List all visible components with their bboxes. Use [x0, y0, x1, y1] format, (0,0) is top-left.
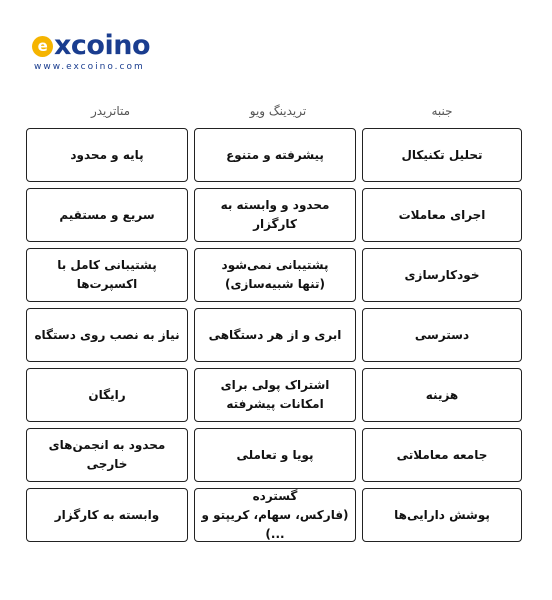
cell-tradingview — [194, 248, 356, 302]
cell-aspect: هزینه — [362, 368, 522, 422]
logo-url: www.excoino.com — [34, 62, 145, 72]
cell-tradingview-line: اشتراک پولی برای — [220, 378, 330, 392]
cell-metatrader: پایه و محدود — [26, 128, 188, 182]
cell-tradingview — [194, 308, 356, 362]
cell-metatrader: پشتیبانی کامل با اکسپرت‌ها — [26, 248, 188, 302]
cell-metatrader: نیاز به نصب روی دستگاه — [26, 308, 188, 362]
cell-tradingview-line: امکانات پیشرفته — [226, 397, 324, 411]
cell-metatrader: رایگان — [26, 368, 188, 422]
coin-icon: e — [32, 36, 53, 57]
cell-tradingview-line: پشتیبانی نمی‌شود — [221, 258, 329, 272]
table-header — [27, 104, 522, 124]
cell-tradingview-line: گسترده — [252, 488, 298, 503]
cell-metatrader: وابسته به کارگزار — [26, 488, 188, 542]
excoino-logo — [32, 30, 182, 72]
cell-tradingview-line: (تنها شبیه‌سازی) — [224, 277, 326, 291]
cell-tradingview — [194, 188, 356, 242]
table-row — [26, 488, 522, 542]
cell-aspect: دسترسی — [362, 308, 522, 362]
table-row — [26, 368, 522, 422]
table-row — [26, 188, 522, 242]
cell-tradingview-line: ابری و از هر دستگاهی — [208, 327, 342, 342]
header-metatrader: متاتریدر — [90, 104, 131, 118]
comparison-table — [26, 128, 522, 548]
logo-name: xcoino — [54, 30, 150, 61]
cell-aspect: پوشش دارایی‌ها — [362, 488, 522, 542]
cell-metatrader: سریع و مستقیم — [26, 188, 188, 242]
logo-wordmark — [32, 30, 182, 62]
table-row — [26, 128, 522, 182]
cell-aspect: اجرای معاملات — [362, 188, 522, 242]
cell-aspect: خودکارسازی — [362, 248, 522, 302]
table-row — [26, 308, 522, 362]
table-row — [26, 428, 522, 482]
cell-tradingview — [194, 128, 356, 182]
table-row — [26, 248, 522, 302]
cell-aspect: جامعه معاملاتی — [362, 428, 522, 482]
cell-tradingview — [194, 488, 356, 542]
cell-tradingview-line: محدود و وابسته به کارگزار — [220, 198, 330, 231]
header-tradingview: تریدینگ ویو — [249, 104, 307, 118]
cell-tradingview-line: (فارکس، سهام، کریپتو و ...) — [201, 507, 349, 541]
cell-tradingview-line: پویا و تعاملی — [236, 447, 314, 462]
header-aspect: جنبه — [431, 104, 453, 118]
cell-tradingview — [194, 368, 356, 422]
cell-metatrader: محدود به انجمن‌های خارجی — [26, 428, 188, 482]
cell-tradingview-line: پیشرفته و متنوع — [226, 147, 324, 162]
cell-aspect: تحلیل تکنیکال — [362, 128, 522, 182]
cell-tradingview — [194, 428, 356, 482]
